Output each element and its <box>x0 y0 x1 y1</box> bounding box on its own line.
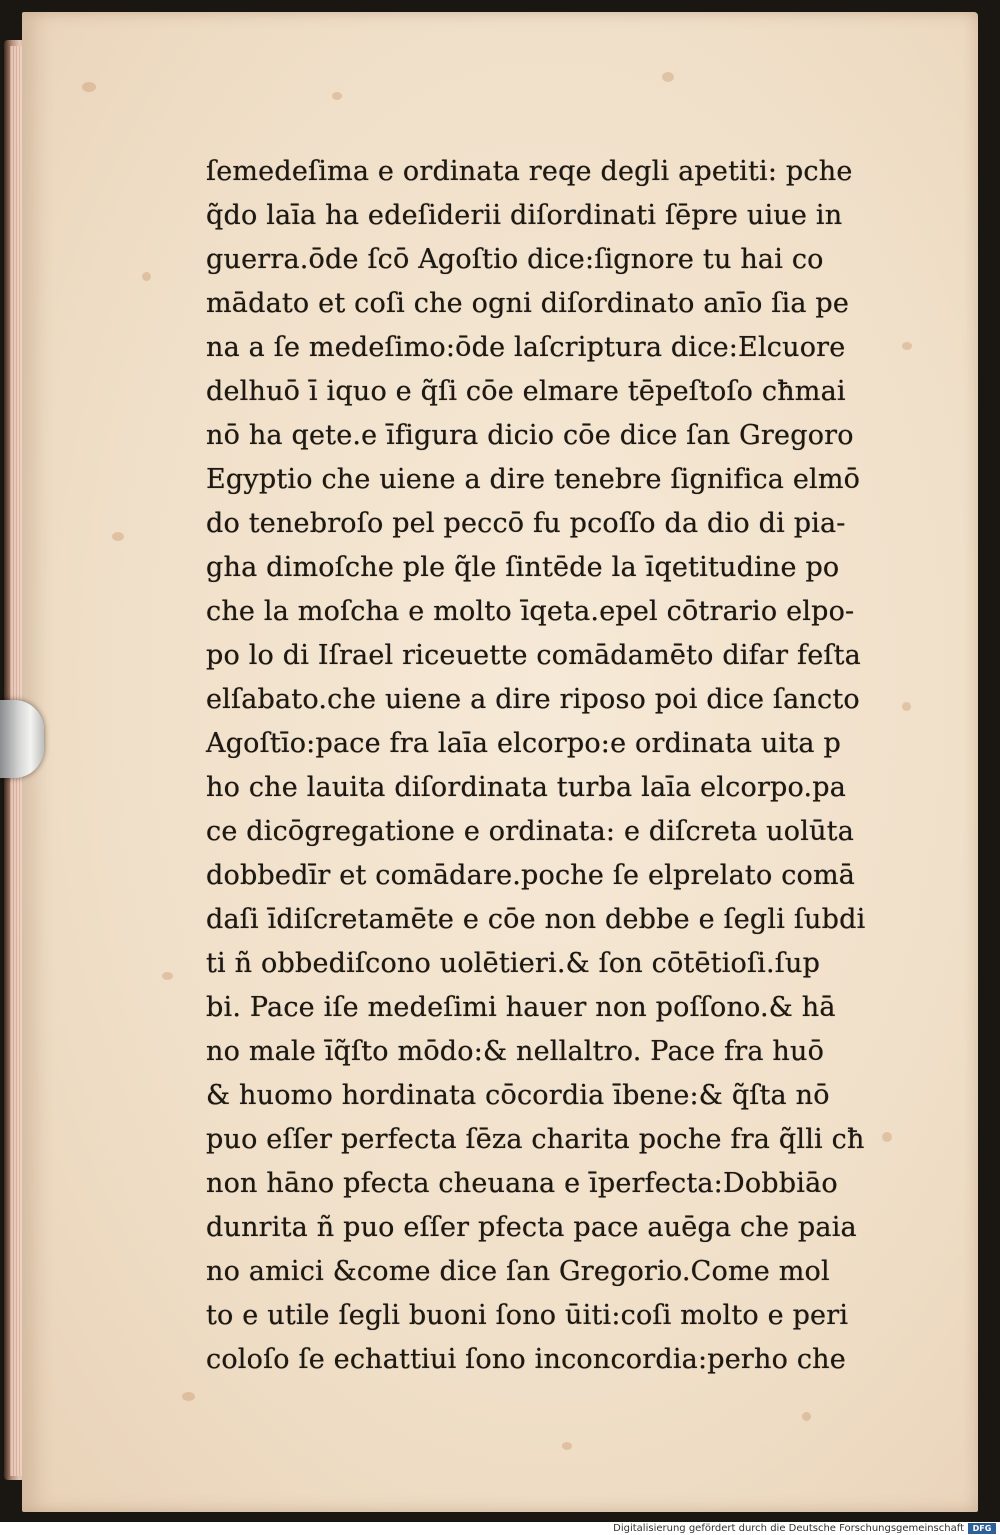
text-line: ſemedeſima e ordinata reqe degli apetiti: pche <box>206 156 853 187</box>
text-line: coloſo ſe echattiui ſono inconcordia:perho che <box>206 1344 846 1375</box>
foxing-stain <box>802 1412 811 1421</box>
foxing-stain <box>112 532 124 541</box>
foxing-stain <box>902 342 912 350</box>
text-line: na a ſe medeſimo:ōde laſcriptura dice:Elcuore <box>206 332 846 363</box>
text-line: non hāno pfecta cheuana e īperfecta:Dobbiāo <box>206 1168 838 1199</box>
text-line: che la moſcha e molto īqeta.epel cōtrario elpo- <box>206 596 855 627</box>
text-line: gha dimoſche ple q̃le ſintēde la īqetitudine po <box>206 552 840 583</box>
text-line: ce dicōgregatione e ordinata: e diſcreta uolūta <box>206 816 854 847</box>
text-line: & huomo hordinata cōcordia ībene:& q̃ſta nō <box>206 1080 830 1111</box>
text-line: delhuō ī iquo e q̃ſi cōe elmare tēpeſtoſo cħmai <box>206 376 846 407</box>
foxing-stain <box>332 92 342 100</box>
foxing-stain <box>182 1392 195 1401</box>
page-clip <box>0 700 44 778</box>
text-line: q̃do laīa ha edeſiderii diſordinati ſēpre uiue in <box>206 200 843 231</box>
foxing-stain <box>882 1132 892 1142</box>
foxing-stain <box>662 72 674 82</box>
funding-credit: Digitalisierung gefördert durch die Deutsche Forschungsgemeinschaft <box>613 1523 964 1534</box>
text-block <box>206 150 866 1382</box>
foxing-stain <box>902 702 911 711</box>
text-line: puo eſſer perfecta ſēza charita poche fra q̃lli cħ <box>206 1124 865 1155</box>
foxing-stain <box>142 272 151 281</box>
text-line: po lo di Iſrael riceuette comādamēto difar feſta <box>206 640 861 671</box>
text-line: no amici &come dice ſan Gregorio.Come mol <box>206 1256 830 1287</box>
text-line: mādato et coſi che ogni diſordinato anīo ſia pe <box>206 288 850 319</box>
dfg-logo: DFG <box>968 1523 996 1534</box>
text-line: guerra.ōde ſcō Agoſtio dice:ſignore tu hai co <box>206 244 824 275</box>
text-line: bi. Pace iſe medeſimi hauer non poſſono.& hā <box>206 992 836 1023</box>
foxing-stain <box>562 1442 572 1450</box>
text-line: ti ñ obbediſcono uolētieri.& ſon cōtētioſi.ſup <box>206 948 821 979</box>
text-line: elſabato.che uiene a dire riposo poi dice ſancto <box>206 684 860 715</box>
text-line: ho che lauita diſordinata turba laīa elcorpo.pa <box>206 772 847 803</box>
footer-bar <box>0 1522 1000 1535</box>
text-line: dobbedīr et comādare.poche ſe elprelato comā <box>206 860 856 891</box>
text-line: no male īq̃ſto mōdo:& nellaltro. Pace fra huō <box>206 1036 825 1067</box>
text-line: daſi īdiſcretamēte e cōe non debbe e ſegli ſubdi <box>206 904 866 935</box>
foxing-stain <box>82 82 96 92</box>
text-line: dunrita ñ puo eſſer pfecta pace auēga che paia <box>206 1212 857 1243</box>
text-line: Egyptio che uiene a dire tenebre ſignifica elmō <box>206 464 861 495</box>
text-line: to e utile ſegli buoni ſono ūiti:coſi molto e peri <box>206 1300 849 1331</box>
text-line: nō ha qete.e īfigura dicio cōe dice ſan Gregoro <box>206 420 854 451</box>
text-line: do tenebroſo pel peccō fu pcoſſo da dio di pia- <box>206 508 846 539</box>
foxing-stain <box>162 972 173 980</box>
text-line: Agoſtīo:pace fra laīa elcorpo:e ordinata uita p <box>206 728 841 759</box>
